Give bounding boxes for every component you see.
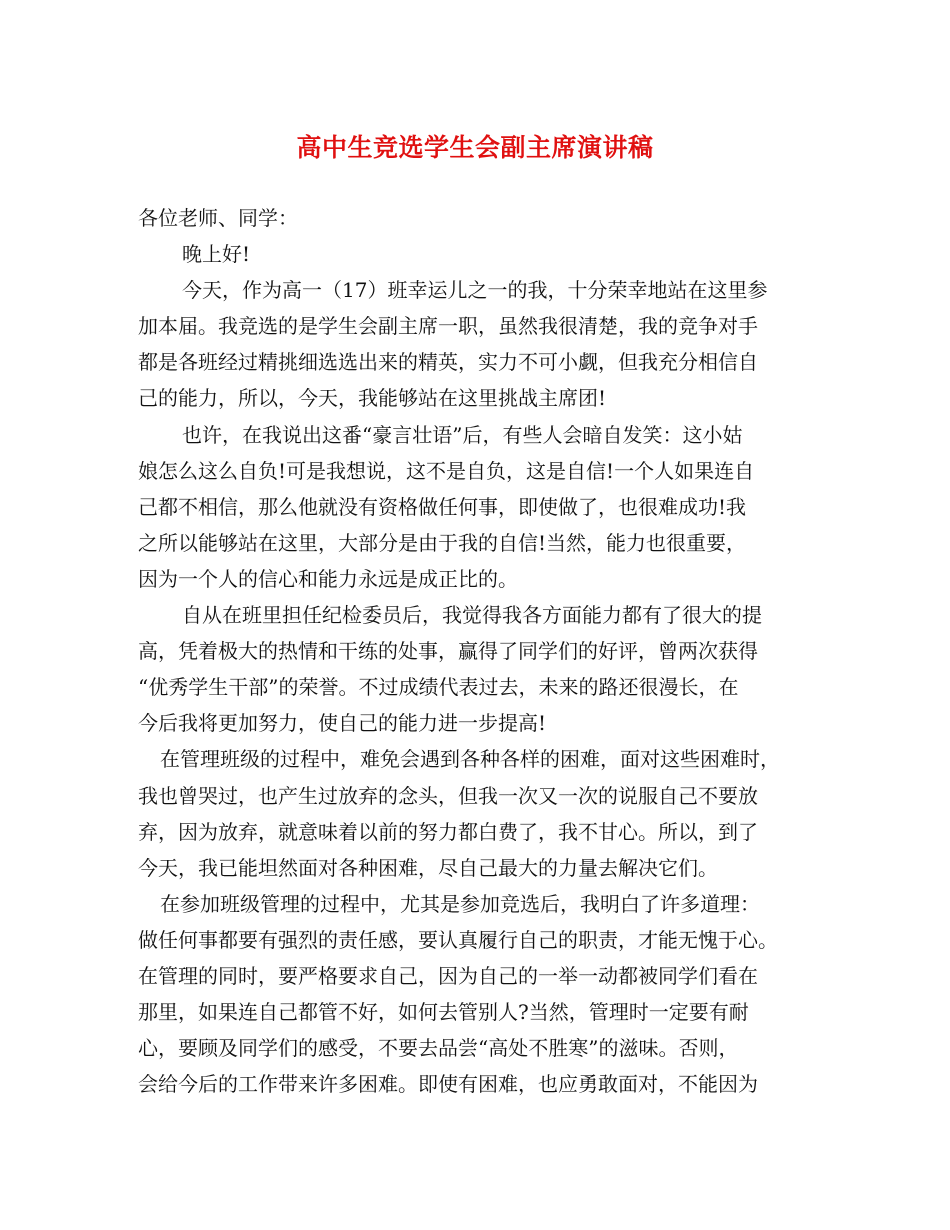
paragraph-line: 那里，如果连自己都管不好，如何去管别人?当然，管理时一定要有耐 [138,1000,749,1025]
paragraph-line: 娘怎么这么自负!可是我想说，这不是自负，这是自信!一个人如果连自 [138,458,755,483]
paragraph-line: 心，要顾及同学们的感受，不要去品尝“高处不胜寒”的滋味。否则， [138,1036,739,1061]
paragraph-line: 今天，我已能坦然面对各种困难，尽自己最大的力量去解决它们。 [138,855,718,880]
paragraph-line: 在参加班级管理的过程中，尤其是参加竞选后，我明白了许多道理： [160,891,760,916]
paragraph-line: 我也曾哭过，也产生过放弃的念头，但我一次又一次的说服自己不要放 [138,783,758,808]
paragraph-line: 会给今后的工作带来许多困难。即使有困难，也应勇敢面对，不能因为 [138,1072,758,1097]
paragraph-line: 加本届。我竞选的是学生会副主席一职，虽然我很清楚，我的竞争对手 [138,314,758,339]
document-title: 高中生竞选学生会副主席演讲稿 [296,133,654,162]
paragraph-line: 弃，因为放弃，就意味着以前的努力都白费了，我不甘心。所以，到了 [138,819,758,844]
paragraph-line: 在管理的同时，要严格要求自己，因为自己的一举一动都被同学们看在 [138,963,758,988]
paragraph-line: 今天，作为高一（17）班幸运儿之一的我，十分荣幸地站在这里参 [182,278,768,303]
paragraph-line: 之所以能够站在这里，大部分是由于我的自信!当然，能力也很重要， [138,530,747,555]
paragraph-line: “优秀学生干部”的荣誉。不过成绩代表过去，未来的路还很漫长，在 [138,675,739,700]
paragraph-line: 己都不相信，那么他就没有资格做任何事，即使做了，也很难成功!我 [138,494,747,519]
paragraph-line: 在管理班级的过程中，难免会遇到各种各样的困难，面对这些困难时， [160,747,780,772]
paragraph-line: 也许，在我说出这番“豪言壮语”后，有些人会暗自发笑：这小姑 [182,422,743,447]
paragraph-line: 己的能力，所以，今天，我能够站在这里挑战主席团! [138,386,607,411]
paragraph-line: 做任何事都要有强烈的责任感，要认真履行自己的职责，才能无愧于心。 [138,927,778,952]
paragraph-line: 自从在班里担任纪检委员后，我觉得我各方面能力都有了很大的提 [182,603,762,628]
paragraph-line: 都是各班经过精挑细选选出来的精英，实力不可小觑，但我充分相信自 [138,350,758,375]
paragraph-line: 今后我将更加努力，使自己的能力进一步提高! [138,711,547,736]
paragraph-line: 各位老师、同学： [138,206,298,230]
paragraph-line: 高，凭着极大的热情和干练的处事，赢得了同学们的好评，曾两次获得 [138,639,758,664]
paragraph-line: 晚上好! [182,242,251,267]
document-body [138,200,828,1102]
paragraph-line: 因为一个人的信心和能力永远是成正比的。 [138,566,518,591]
